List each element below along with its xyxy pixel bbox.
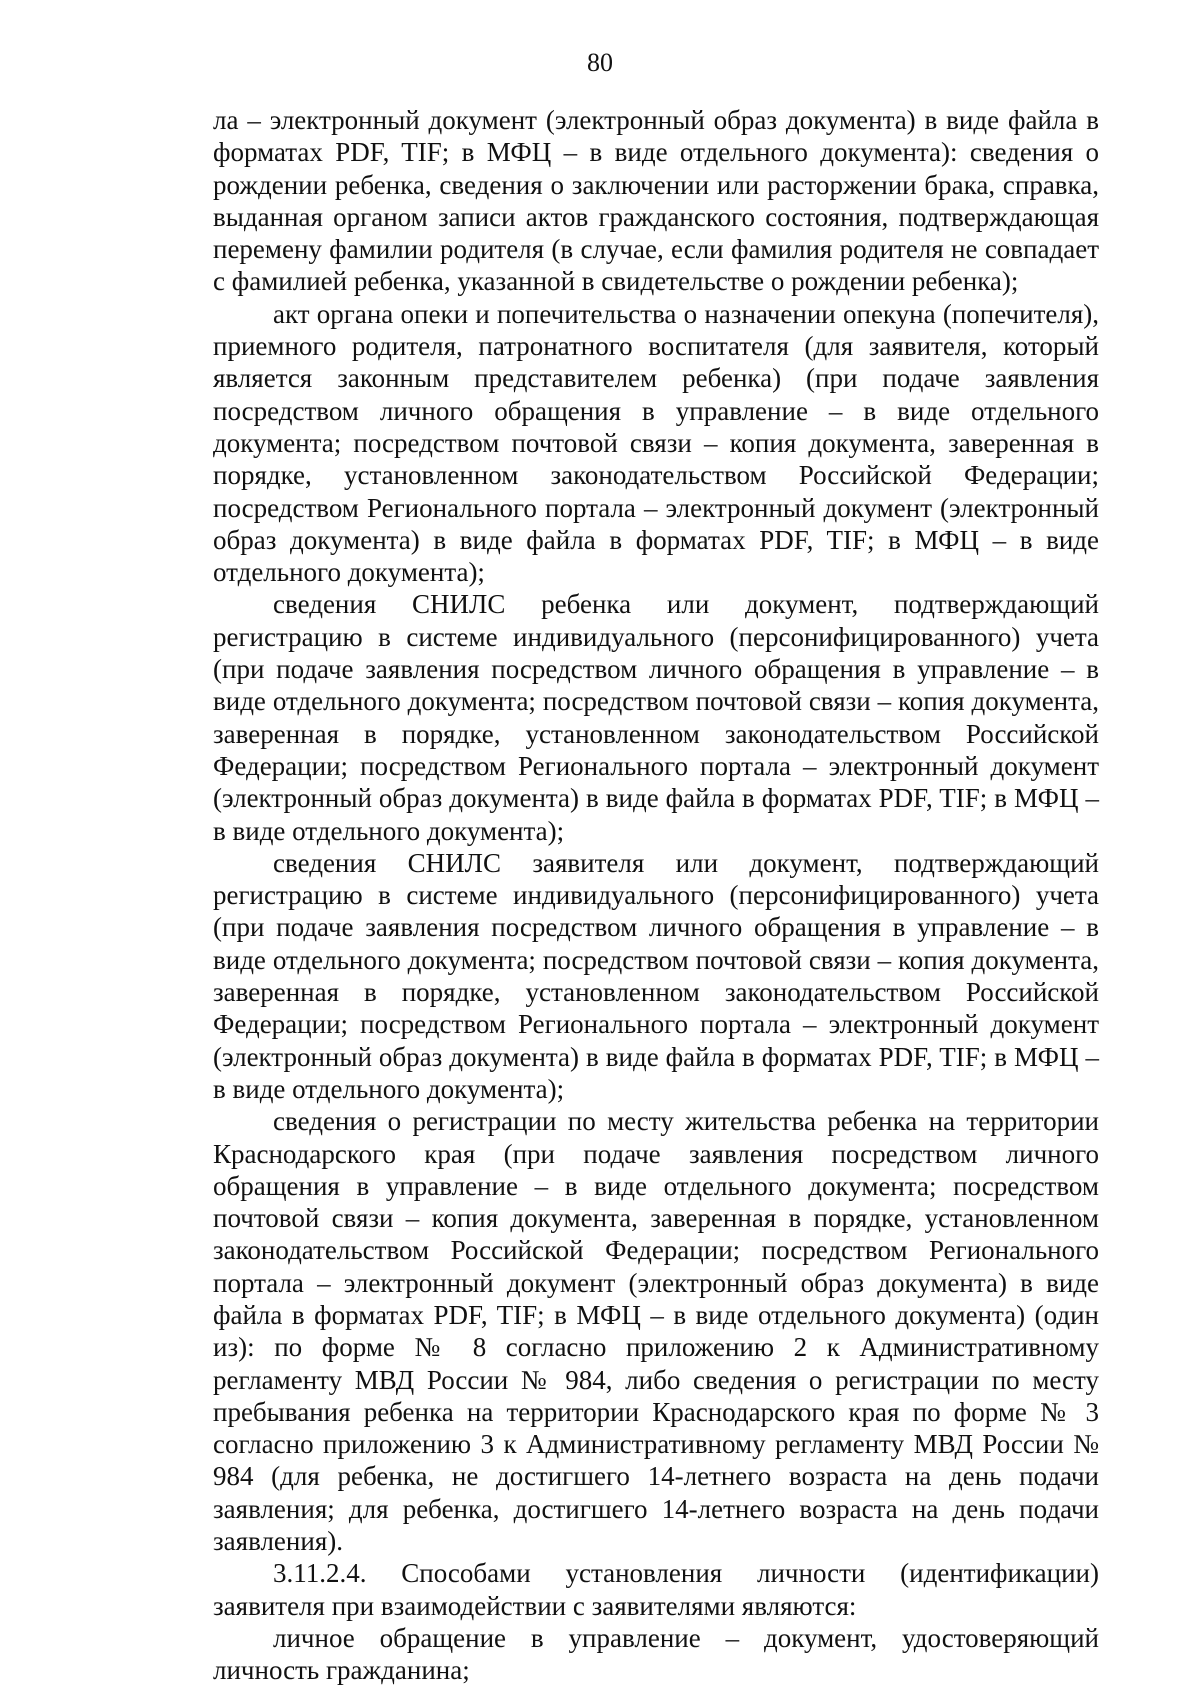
paragraph-guardianship-act: акт органа опеки и попечительства о назначении опекуна (попечителя), приемного родителя, патронатного воспитателя (для заявителя, который является законным представителем ребенка) (при подаче заявления посредством личного обращения в управление – в виде отдельного документа; посредством почтовой связи – копия документа, заверенная в порядке, установленном законодательством Российской Федерации; посредством Регионального портала – электронный документ (электронный образ документа) в виде файла в форматах PDF, TIF; в МФЦ – в виде отдельного документа); (213, 298, 1099, 588)
paragraph-continuation: ла – электронный документ (электронный образ документа) в виде файла в форматах PDF, TIF; в МФЦ – в виде отдельного документа): сведения о рождении ребенка, сведения о заключении или расторжении брака, справка, выданная органом записи актов гражданского состояния, подтверждающая перемену фамилии родителя (в случае, если фамилия родителя не совпадает с фамилией ребенка, указанной в свидетельстве о рождении ребенка); (213, 105, 1099, 297)
paragraph-child-snils: сведения СНИЛС ребенка или документ, подтверждающий регистрацию в системе индивидуального (персонифицированного) учета (при подаче заявления посредством личного обращения в управление – в виде отдельного документа; посредством почтовой связи – копия документа, заверенная в порядке, установленном законодательством Российской Федерации; посредством Регионального портала – электронный документ (электронный образ документа) в виде файла в форматах PDF, TIF; в МФЦ – в виде отдельного документа); (213, 589, 1099, 846)
paragraph-personal-appeal: личное обращение в управление – документ, удостоверяющий личность гражданина; (213, 1622, 1099, 1686)
page-number: 80 (587, 48, 613, 77)
paragraph-applicant-snils: сведения СНИЛС заявителя или документ, подтверждающий регистрацию в системе индивидуального (персонифицированного) учета (при подаче заявления посредством личного обращения в управление – в виде отдельного документа; посредством почтовой связи – копия документа, заверенная в порядке, установленном законодательством Российской Федерации; посредством Регионального портала – электронный документ (электронный образ документа) в виде файла в форматах PDF, TIF; в МФЦ – в виде отдельного документа); (213, 847, 1099, 1104)
paragraph-section-3-11-2-4: 3.11.2.4. Способами установления личности (идентификации) заявителя при взаимодействии с заявителями являются: (213, 1558, 1099, 1621)
document-body (213, 104, 1099, 1687)
paragraph-residence-registration: сведения о регистрации по месту жительства ребенка на территории Краснодарского края (при подаче заявления посредством личного обращения в управление – в виде отдельного документа; посредством почтовой связи – копия документа, заверенная в порядке, установленном законодательством Российской Федерации; посредством Регионального портала – электронный документ (электронный образ документа) в виде файла в форматах PDF, TIF; в МФЦ – в виде отдельного документа) (один из): по форме № 8 согласно приложению 2 к Административному регламенту МВД России № 984, либо сведения о регистрации по месту пребывания ребенка на территории Краснодарского края по форме № 3 согласно приложению 3 к Административному регламенту МВД России № 984 (для ребенка, не достигшего 14-летнего возраста на день подачи заявления; для ребенка, достигшего 14-летнего возраста на день подачи заявления). (213, 1106, 1099, 1557)
